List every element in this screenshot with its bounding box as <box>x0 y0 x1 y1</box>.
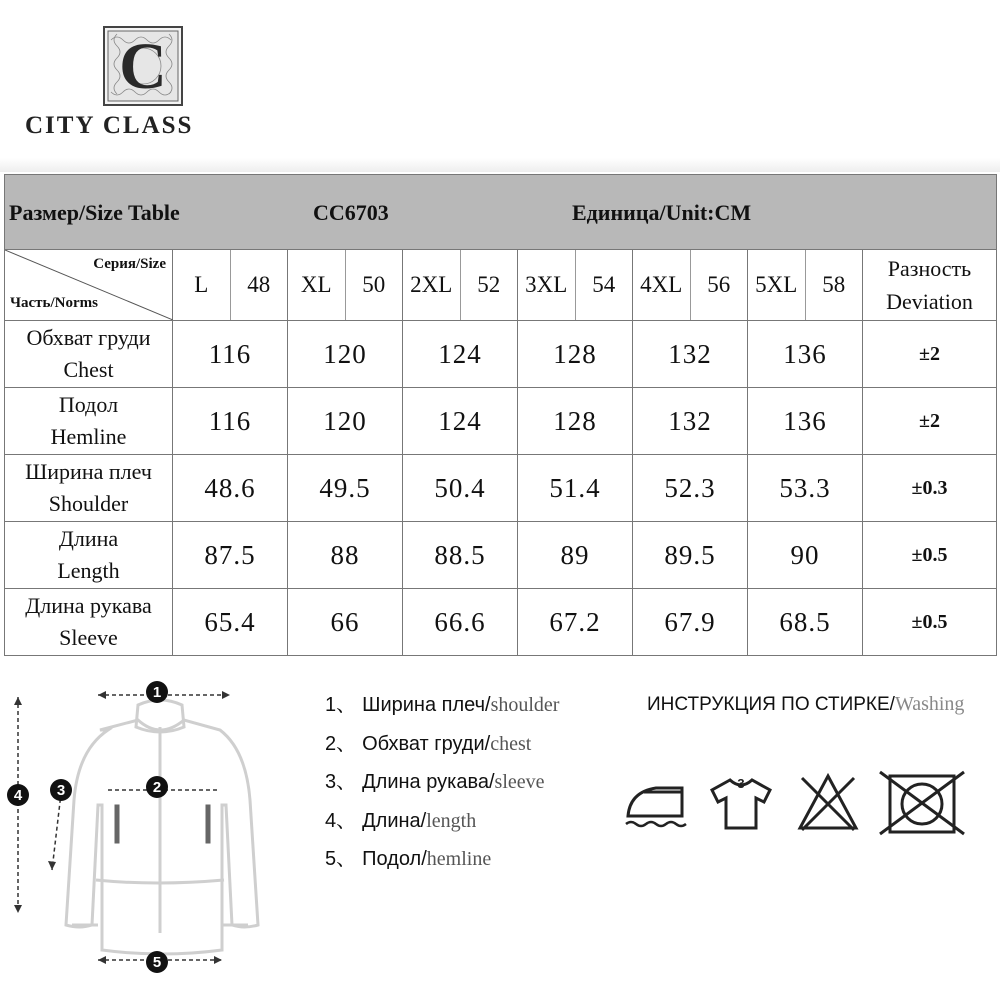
washing-title-en: Washing <box>894 693 965 715</box>
size-letter: 2XL <box>403 250 461 320</box>
table-row <box>5 589 997 656</box>
table-cell: 116 <box>173 321 288 388</box>
washing-title-ru: ИНСТРУКЦИЯ ПО СТИРКЕ/ <box>647 694 895 715</box>
row-label <box>5 455 173 522</box>
deviation-ru: Разность <box>887 256 972 281</box>
table-cell: 66 <box>288 589 403 656</box>
washing-title <box>647 693 964 716</box>
corner-norms-label: Часть/Norms <box>10 295 98 311</box>
table-cell: 51.4 <box>518 455 633 522</box>
size-number: 56 <box>707 272 731 297</box>
table-cell: 68.5 <box>748 589 863 656</box>
row-label <box>5 321 173 388</box>
size-letter: 5XL <box>748 250 806 320</box>
table-cell: 49.5 <box>288 455 403 522</box>
unit-label: Единица/Unit:CM <box>572 200 752 225</box>
row-label-ru: Ширина плеч <box>25 459 152 484</box>
legend-item: 5、 Подол/hemline <box>325 848 492 870</box>
size-number: 48 <box>247 272 271 297</box>
marker-3: 3 <box>56 782 66 799</box>
marker-1: 1 <box>152 684 162 701</box>
table-row <box>5 321 997 388</box>
legend-item: 3、 Длина рукава/sleeve <box>325 771 545 793</box>
hand-wash-icon <box>708 770 774 836</box>
marker-5: 5 <box>152 954 162 971</box>
size-header <box>288 250 403 321</box>
size-number: 50 <box>362 272 386 297</box>
table-cell: 124 <box>403 388 518 455</box>
row-label-en: Length <box>57 558 120 583</box>
table-header <box>5 175 997 250</box>
size-number: 54 <box>592 272 616 297</box>
table-cell: 132 <box>633 321 748 388</box>
table-cell: 136 <box>748 388 863 455</box>
legend-item: 4、 Длина/length <box>325 809 477 832</box>
row-label-en: Hemline <box>50 424 127 449</box>
table-cell: 52.3 <box>633 455 748 522</box>
logo-letter: C <box>119 30 167 103</box>
no-tumble-dry-icon <box>878 770 966 836</box>
table-cell: 120 <box>288 321 403 388</box>
table-cell: 88 <box>288 522 403 589</box>
table-row <box>5 522 997 589</box>
table-cell: 89.5 <box>633 522 748 589</box>
size-letter: 4XL <box>633 250 691 320</box>
brand-name: CITY CLASS <box>25 112 194 139</box>
deviation-en: Deviation <box>886 289 973 314</box>
size-header <box>748 250 863 321</box>
table-body <box>5 321 997 656</box>
marker-2: 2 <box>152 779 162 796</box>
table-row <box>5 455 997 522</box>
table-cell: 88.5 <box>403 522 518 589</box>
size-letter: XL <box>288 250 346 320</box>
model-code: CC6703 <box>313 200 389 225</box>
row-label-ru: Длина рукава <box>25 593 152 618</box>
size-header <box>518 250 633 321</box>
table-cell: 136 <box>748 321 863 388</box>
table-cell: 132 <box>633 388 748 455</box>
row-label-ru: Длина <box>58 526 119 551</box>
size-letter: 3XL <box>518 250 576 320</box>
no-bleach-icon <box>794 770 862 836</box>
iron-icon <box>622 770 688 836</box>
row-label <box>5 388 173 455</box>
table-title: Размер/Size Table <box>9 200 180 225</box>
size-letter: L <box>173 250 231 320</box>
deviation-cell: ±2 <box>863 321 997 388</box>
size-header <box>633 250 748 321</box>
jacket-diagram <box>0 675 300 995</box>
legend-item: 2、 Обхват груди/chest <box>325 732 532 755</box>
deviation-cell: ±0.3 <box>863 455 997 522</box>
deviation-cell: ±0.5 <box>863 522 997 589</box>
row-label-en: Chest <box>63 357 114 382</box>
size-table <box>4 174 997 656</box>
table-cell: 128 <box>518 388 633 455</box>
corner-size-label: Серия/Size <box>93 256 166 272</box>
deviation-header <box>863 250 997 321</box>
table-cell: 67.2 <box>518 589 633 656</box>
table-cell: 48.6 <box>173 455 288 522</box>
marker-4: 4 <box>13 787 23 804</box>
row-label-ru: Подол <box>58 392 119 417</box>
table-cell: 89 <box>518 522 633 589</box>
row-label-ru: Обхват груди <box>26 325 151 350</box>
table-cell: 120 <box>288 388 403 455</box>
size-number: 58 <box>822 272 846 297</box>
row-label <box>5 522 173 589</box>
table-cell: 50.4 <box>403 455 518 522</box>
measurement-legend <box>325 690 625 883</box>
table-row <box>5 388 997 455</box>
size-number: 52 <box>477 272 501 297</box>
row-label <box>5 589 173 656</box>
divider-band <box>0 158 1000 172</box>
legend-item: 1、 Ширина плеч/shoulder <box>325 694 560 716</box>
brand-logo <box>103 26 183 106</box>
svg-text:3: 3 <box>737 776 745 791</box>
size-header <box>173 250 288 321</box>
corner-cell <box>5 250 173 321</box>
table-cell: 66.6 <box>403 589 518 656</box>
deviation-cell: ±0.5 <box>863 589 997 656</box>
deviation-cell: ±2 <box>863 388 997 455</box>
table-cell: 53.3 <box>748 455 863 522</box>
row-label-en: Sleeve <box>59 625 118 650</box>
table-cell: 116 <box>173 388 288 455</box>
size-header <box>403 250 518 321</box>
table-cell: 90 <box>748 522 863 589</box>
row-label-en: Shoulder <box>48 491 129 516</box>
table-cell: 128 <box>518 321 633 388</box>
table-cell: 124 <box>403 321 518 388</box>
table-cell: 65.4 <box>173 589 288 656</box>
table-cell: 87.5 <box>173 522 288 589</box>
table-cell: 67.9 <box>633 589 748 656</box>
